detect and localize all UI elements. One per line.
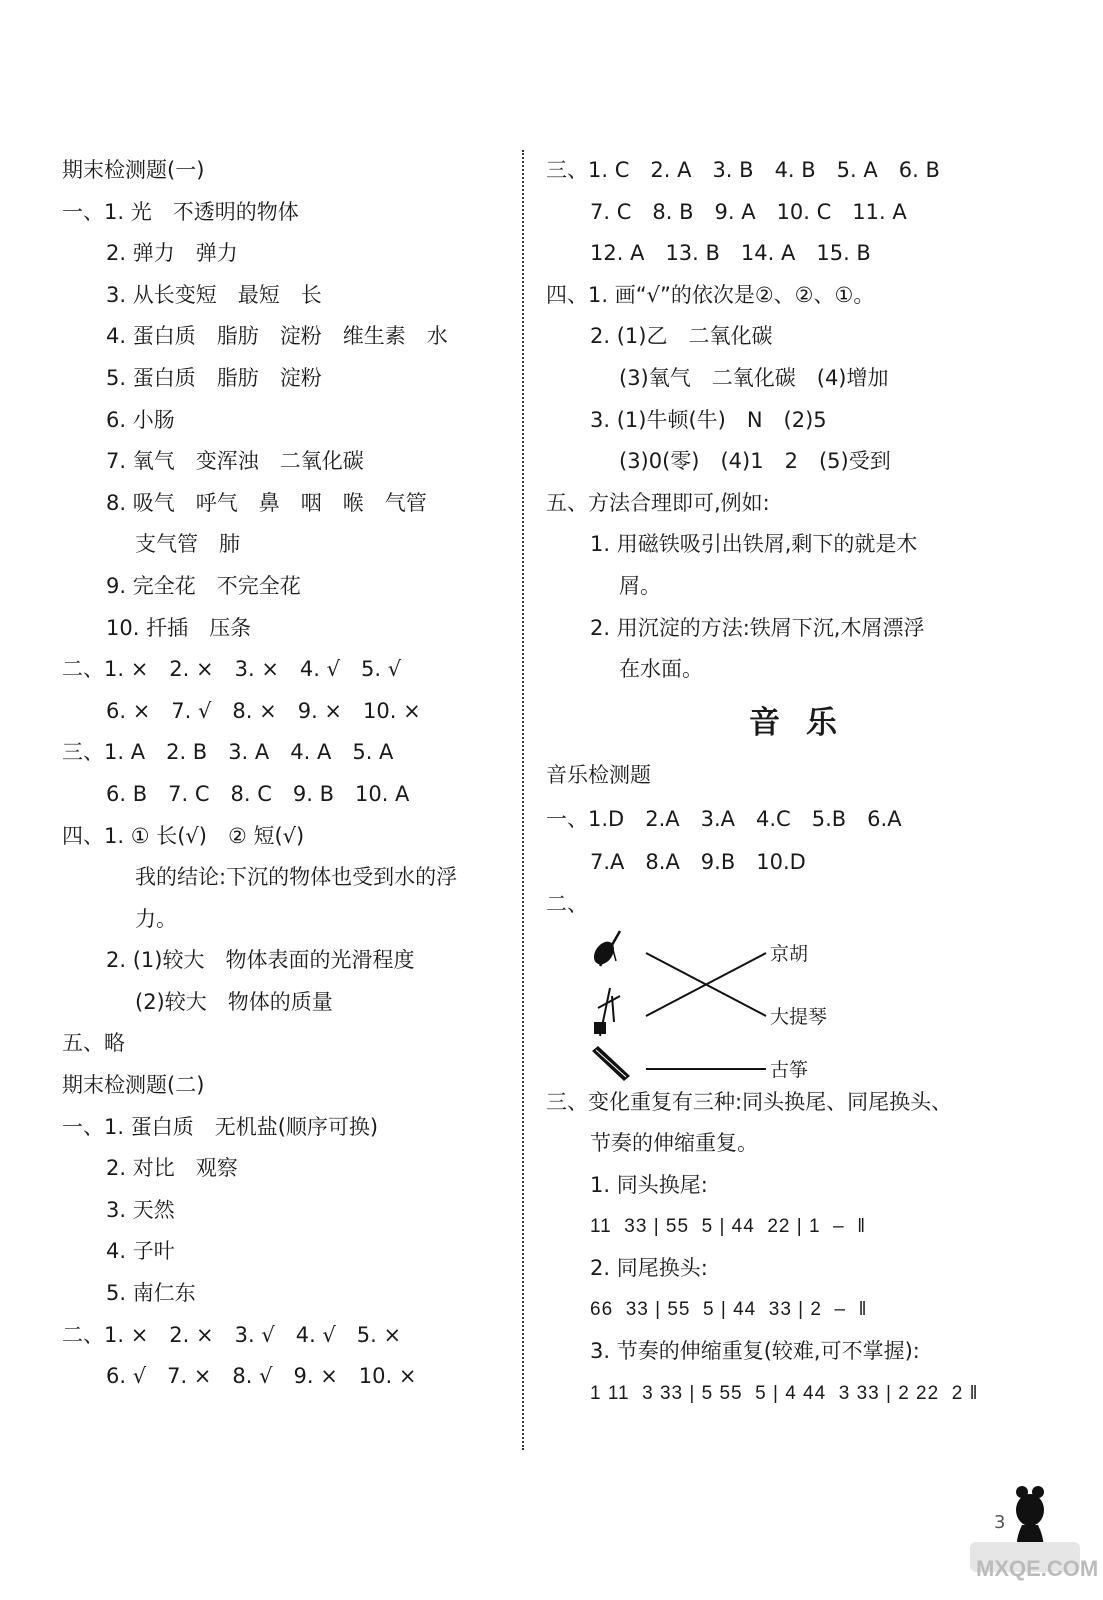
- answer-line: 4. 蛋白质 脂肪 淀粉 维生素 水: [106, 324, 448, 349]
- answer-line: 6. × 7. √ 8. × 9. × 10. ×: [106, 698, 421, 723]
- answer-line: 二、1. × 2. × 3. √ 4. √ 5. ×: [62, 1322, 402, 1347]
- answer-line: 6. √ 7. × 8. √ 9. × 10. ×: [106, 1364, 417, 1389]
- answer-line: 四、1. 画“√”的依次是②、②、①。: [546, 282, 875, 307]
- answer-line: 三、1. A 2. B 3. A 4. A 5. A: [62, 740, 394, 765]
- answer-line: 5. 南仁东: [106, 1281, 196, 1306]
- answer-line: 12. A 13. B 14. A 15. B: [590, 241, 871, 266]
- notation-line-1: 11 33 | 55 5 | 44 22 | 1 – ‖: [590, 1216, 867, 1238]
- answer-line: 5. 蛋白质 脂肪 淀粉: [106, 365, 322, 390]
- column-divider: [522, 150, 524, 1450]
- answer-line: 一、1. 蛋白质 无机盐(顺序可换): [62, 1114, 379, 1139]
- answer-line: 10. 扦插 压条: [106, 615, 252, 640]
- answer-line: 支气管 肺: [135, 532, 240, 557]
- exam2-title: 期末检测题(二): [62, 1073, 205, 1098]
- notation-line-2: 66 33 | 55 5 | 44 33 | 2 – ‖: [590, 1299, 868, 1321]
- answer-line: 7. 氧气 变浑浊 二氧化碳: [106, 449, 364, 474]
- instrument-matching-diagram: [590, 926, 1010, 1082]
- jinghu-icon: [595, 988, 620, 1036]
- answer-line: 一、1. 光 不透明的物体: [62, 199, 299, 224]
- answer-line: 4. 子叶: [106, 1239, 175, 1264]
- answer-line: 6. B 7. C 8. C 9. B 10. A: [106, 781, 410, 806]
- answer-line: 2. 对比 观察: [106, 1156, 238, 1181]
- answer-line: 2. 用沉淀的方法:铁屑下沉,木屑漂浮: [590, 615, 925, 640]
- answer-line: 3. 从长变短 最短 长: [106, 282, 322, 307]
- answer-line: 3. 节奏的伸缩重复(较难,可不掌握):: [590, 1339, 920, 1364]
- exam1-title: 期末检测题(一): [62, 158, 205, 182]
- answer-line: 3. (1)牛顿(牛) N (2)5: [590, 407, 827, 432]
- answer-line: 3. 天然: [106, 1197, 175, 1222]
- label-guzheng: 古筝: [770, 1058, 809, 1081]
- notation-line-3: 1 11 3 33 | 5 55 5 | 4 44 3 33 | 2 22 2 ‖: [590, 1382, 979, 1404]
- answer-line: 二、1. × 2. × 3. × 4. √ 5. √: [62, 657, 402, 682]
- answer-line: 节奏的伸缩重复。: [590, 1131, 758, 1156]
- answer-line: 8. 吸气 呼气 鼻 咽 喉 气管: [106, 490, 427, 515]
- guzheng-icon: [592, 1046, 630, 1081]
- answer-line: 在水面。: [619, 657, 703, 682]
- music-section-title: 音乐: [749, 704, 863, 741]
- label-cello: 大提琴: [770, 1005, 828, 1028]
- answer-line: 我的结论:下沉的物体也受到水的浮: [135, 865, 458, 890]
- label-jinghu: 京胡: [770, 942, 809, 965]
- answer-line: 五、略: [62, 1031, 125, 1056]
- watermark-text: MXQE.COM: [976, 1556, 1099, 1581]
- answer-line: 三、1. C 2. A 3. B 4. B 5. A 6. B: [546, 158, 940, 182]
- answer-line: 三、变化重复有三种:同头换尾、同尾换头、: [546, 1089, 953, 1114]
- left-column: [62, 150, 522, 1398]
- answer-line: 屑。: [619, 573, 661, 598]
- answer-line: (3)0(零) (4)1 2 (5)受到: [619, 449, 891, 474]
- answer-line: (3)氧气 二氧化碳 (4)增加: [619, 365, 889, 390]
- answer-line: 9. 完全花 不完全花: [106, 573, 301, 598]
- answer-line: (2)较大 物体的质量: [135, 989, 333, 1014]
- answer-line: 2. 同尾换头:: [590, 1255, 708, 1280]
- answer-line: 2. (1)乙 二氧化碳: [590, 324, 773, 349]
- answer-line: 7.A 8.A 9.B 10.D: [590, 850, 806, 875]
- answer-line: 一、1.D 2.A 3.A 4.C 5.B 6.A: [546, 807, 902, 832]
- answer-line: 五、方法合理即可,例如:: [546, 490, 770, 515]
- music-subtitle: 音乐检测题: [546, 762, 651, 787]
- right-column: [546, 150, 1066, 1414]
- answer-line: 7. C 8. B 9. A 10. C 11. A: [590, 199, 907, 224]
- answer-line: 6. 小肠: [106, 407, 175, 432]
- answer-line: 四、1. ① 长(√) ② 短(√): [62, 823, 305, 848]
- answer-line: 1. 同头换尾:: [590, 1172, 708, 1197]
- answer-line: 2. (1)较大 物体表面的光滑程度: [106, 948, 415, 973]
- answer-line: 1. 用磁铁吸引出铁屑,剩下的就是木: [590, 532, 918, 557]
- answer-line: 2. 弹力 弹力: [106, 241, 238, 266]
- answer-line: 力。: [135, 906, 177, 931]
- cello-icon: [591, 931, 620, 967]
- page-number: 3: [994, 1512, 1006, 1533]
- answer-line: 二、: [546, 891, 588, 916]
